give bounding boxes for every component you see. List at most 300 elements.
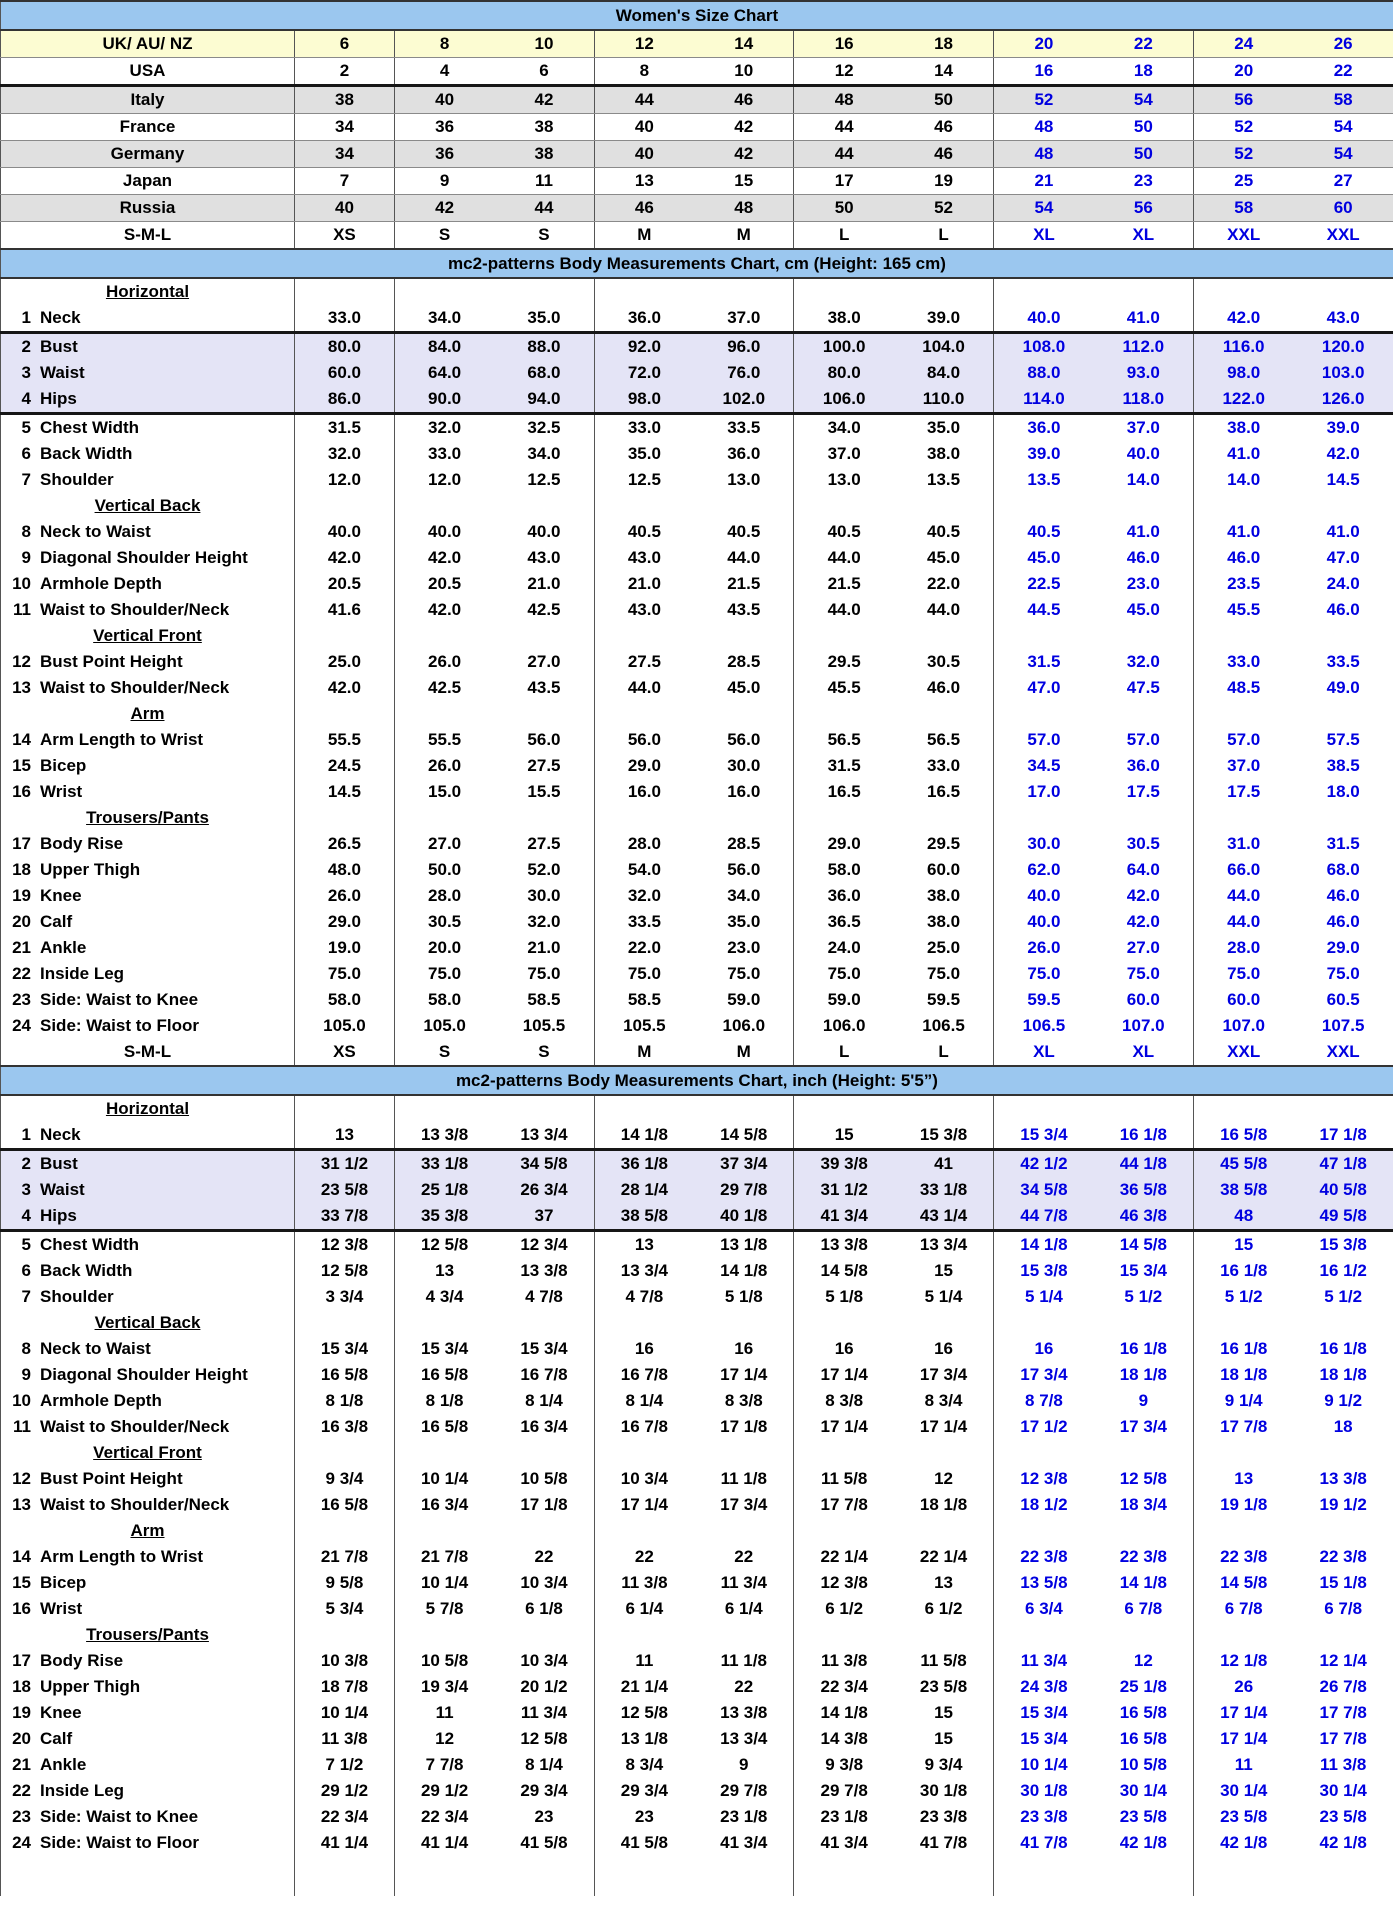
value-cell: 12.0 xyxy=(295,467,395,493)
value-cell: 29.0 xyxy=(627,756,661,775)
value-cell: XS xyxy=(295,222,395,250)
value-cell: 118.0 xyxy=(1094,386,1194,414)
row-label-text: Shoulder xyxy=(40,470,114,489)
value-cell: 17 1/8 xyxy=(1293,1122,1393,1150)
row-label xyxy=(1,857,295,883)
section-label: Arm xyxy=(130,1521,165,1540)
value-cell: XXL xyxy=(1293,222,1393,250)
row-label-text: Russia xyxy=(119,198,176,217)
value-cell: 75.0 xyxy=(894,961,994,987)
value-cell: 23 1/8 xyxy=(820,1807,868,1826)
row-number: 8 xyxy=(21,522,31,541)
value-cell xyxy=(594,1310,694,1336)
value-cell xyxy=(1094,1440,1194,1466)
value-cell xyxy=(994,1518,1094,1544)
row-label xyxy=(1,1336,295,1362)
row-label xyxy=(1,1726,295,1752)
value-cell: 42 xyxy=(694,114,794,141)
value-cell: 45.0 xyxy=(894,545,994,571)
value-cell: 112.0 xyxy=(1094,333,1194,361)
value-cell: 30 1/4 xyxy=(1293,1778,1393,1804)
value-cell: 19 xyxy=(894,168,994,195)
value-cell: 36.0 xyxy=(594,305,694,333)
value-cell: 50 xyxy=(1094,114,1194,141)
value-cell xyxy=(295,1856,395,1896)
value-cell xyxy=(894,623,994,649)
row-label xyxy=(1,141,295,168)
value-cell: 14.0 xyxy=(1227,470,1261,489)
value-cell: 110.0 xyxy=(894,386,994,414)
table-row xyxy=(1,1231,1393,1259)
table-row xyxy=(1,58,1393,86)
row-label xyxy=(1,1570,295,1596)
inch-chart-title-bar-title: mc2-patterns Body Measurements Chart, inch (Height: 5'5”) xyxy=(1,1066,1393,1095)
value-cell xyxy=(394,278,494,305)
value-cell: S xyxy=(438,225,451,244)
value-cell: 27 xyxy=(1293,168,1393,195)
value-cell: 75.0 xyxy=(494,961,594,987)
row-label xyxy=(1,1039,295,1066)
value-cell: 17.5 xyxy=(1227,782,1261,801)
value-cell: 56.0 xyxy=(494,727,594,753)
value-cell: 12 3/8 xyxy=(820,1573,868,1592)
value-cell xyxy=(1194,623,1294,649)
row-label xyxy=(1,222,295,250)
value-cell: 10 xyxy=(494,30,594,58)
row-label-text: Shoulder xyxy=(40,1287,114,1306)
value-cell: 32.5 xyxy=(494,414,594,442)
table-row xyxy=(1,1674,1393,1700)
value-cell: 36 xyxy=(394,114,494,141)
value-cell: 37 xyxy=(494,1203,594,1231)
value-cell: 41 7/8 xyxy=(1020,1833,1068,1852)
value-cell: 16 5/8 xyxy=(1094,1726,1194,1752)
value-cell xyxy=(1194,1856,1294,1896)
value-cell: 88.0 xyxy=(994,360,1094,386)
value-cell: 20.5 xyxy=(295,571,395,597)
value-cell: 11 xyxy=(494,168,594,195)
row-label xyxy=(1,519,295,545)
value-cell: XS xyxy=(295,1039,395,1066)
table-row xyxy=(1,305,1393,333)
value-cell: 44 1/8 xyxy=(1094,1150,1194,1178)
value-cell: 68.0 xyxy=(494,360,594,386)
value-cell: 31.5 xyxy=(1027,652,1061,671)
section-label: Arm xyxy=(130,704,165,723)
value-cell xyxy=(295,1622,395,1648)
value-cell: 22 1/4 xyxy=(820,1547,868,1566)
row-number: 8 xyxy=(21,1339,31,1358)
value-cell: 105.0 xyxy=(295,1013,395,1039)
cm-chart-title-bar-title: mc2-patterns Body Measurements Chart, cm (Height: 165 cm) xyxy=(1,249,1393,278)
row-label xyxy=(1,1231,295,1259)
value-cell xyxy=(295,493,395,519)
value-cell: 36.0 xyxy=(1027,418,1061,437)
table-row xyxy=(1,278,1393,305)
value-cell xyxy=(594,1095,694,1122)
value-cell: 10 5/8 xyxy=(420,1651,469,1670)
value-cell: 6 1/8 xyxy=(494,1596,594,1622)
value-cell: 52 xyxy=(1194,114,1294,141)
value-cell xyxy=(494,1518,594,1544)
row-label xyxy=(1,58,295,86)
value-cell: 36.0 xyxy=(1094,753,1194,779)
value-cell: 30.5 xyxy=(894,649,994,675)
value-cell xyxy=(394,623,494,649)
row-label-text: Arm Length to Wrist xyxy=(40,730,204,749)
value-cell: 5 1/8 xyxy=(825,1287,864,1306)
value-cell: 29 7/8 xyxy=(694,1778,794,1804)
value-cell: 17 3/4 xyxy=(694,1492,794,1518)
value-cell: 8 1/4 xyxy=(494,1752,594,1778)
value-cell xyxy=(994,1856,1094,1896)
value-cell: XL xyxy=(1033,225,1055,244)
table-row xyxy=(1,1388,1393,1414)
value-cell: 14.5 xyxy=(1293,467,1393,493)
value-cell: 9 xyxy=(394,168,494,195)
value-cell xyxy=(1094,1856,1194,1896)
value-cell xyxy=(994,701,1094,727)
value-cell xyxy=(1293,1440,1393,1466)
value-cell xyxy=(1293,805,1393,831)
value-cell: 84.0 xyxy=(894,360,994,386)
table-row xyxy=(1,909,1393,935)
value-cell: 28.0 xyxy=(627,834,661,853)
row-label xyxy=(1,779,295,805)
value-cell: 42 xyxy=(394,195,494,222)
value-cell: 31.5 xyxy=(295,414,395,442)
value-cell: 43.5 xyxy=(694,597,794,623)
value-cell: 15.5 xyxy=(494,779,594,805)
value-cell: 106.0 xyxy=(822,1016,866,1035)
value-cell: 12 xyxy=(594,30,694,58)
value-cell xyxy=(894,278,994,305)
value-cell: 48 xyxy=(1194,1203,1294,1231)
value-cell: L xyxy=(838,225,850,244)
value-cell: 41 1/4 xyxy=(295,1830,395,1856)
value-cell xyxy=(794,1856,894,1896)
value-cell: 33.0 xyxy=(1227,652,1261,671)
value-cell: 17 7/8 xyxy=(1220,1417,1268,1436)
value-cell: 105.5 xyxy=(494,1013,594,1039)
value-cell: 116.0 xyxy=(1194,333,1294,361)
row-number: 5 xyxy=(21,1235,31,1254)
value-cell: 17 7/8 xyxy=(1293,1726,1393,1752)
value-cell xyxy=(694,701,794,727)
value-cell: 21.5 xyxy=(827,574,861,593)
row-label-text: Back Width xyxy=(40,444,133,463)
value-cell: 16.0 xyxy=(694,779,794,805)
value-cell: 16.0 xyxy=(627,782,661,801)
row-label xyxy=(1,333,295,361)
row-number: 12 xyxy=(12,652,31,671)
value-cell: 86.0 xyxy=(295,386,395,414)
value-cell: 35.0 xyxy=(694,909,794,935)
row-number: 6 xyxy=(21,1261,31,1280)
section-label: Trousers/Pants xyxy=(86,1625,209,1644)
value-cell: 33.0 xyxy=(428,444,462,463)
value-cell: 32.0 xyxy=(295,441,395,467)
value-cell: 46.0 xyxy=(1094,545,1194,571)
value-cell: S xyxy=(494,1039,594,1066)
value-cell xyxy=(894,493,994,519)
value-cell: 41.0 xyxy=(1094,305,1194,333)
value-cell: 26.0 xyxy=(428,652,462,671)
row-label xyxy=(1,1674,295,1700)
table-row xyxy=(1,360,1393,386)
value-cell: 33.0 xyxy=(295,305,395,333)
value-cell: 57.0 xyxy=(1027,730,1061,749)
row-label-text: Diagonal Shoulder Height xyxy=(40,548,248,567)
value-cell: 41 3/4 xyxy=(794,1203,894,1231)
value-cell: 36 xyxy=(394,141,494,168)
value-cell: 72.0 xyxy=(594,360,694,386)
value-cell: 12 1/8 xyxy=(1220,1651,1268,1670)
table-row xyxy=(1,831,1393,857)
row-label-text: Waist xyxy=(40,1180,85,1199)
value-cell: 10 1/4 xyxy=(420,1469,469,1488)
row-label-text: Chest Width xyxy=(40,1235,140,1254)
value-cell: 57.0 xyxy=(1094,727,1194,753)
section-label: Trousers/Pants xyxy=(86,808,209,827)
row-label-text: Body Rise xyxy=(40,834,124,853)
value-cell: 30 1/8 xyxy=(894,1778,994,1804)
row-label-text: Bicep xyxy=(40,1573,87,1592)
value-cell: 13.0 xyxy=(694,467,794,493)
row-number: 12 xyxy=(12,1469,31,1488)
value-cell: 20 xyxy=(994,30,1094,58)
value-cell: 27.5 xyxy=(494,831,594,857)
value-cell xyxy=(394,805,494,831)
value-cell: 38 xyxy=(295,86,395,114)
value-cell: 12 3/4 xyxy=(494,1231,594,1259)
table-row xyxy=(1,168,1393,195)
value-cell xyxy=(1094,278,1194,305)
table-row xyxy=(1,649,1393,675)
table-row xyxy=(1,1856,1393,1896)
row-number: 19 xyxy=(12,1703,31,1722)
row-label-text: Japan xyxy=(122,171,173,190)
row-label-text: Side: Waist to Knee xyxy=(40,1807,199,1826)
table-row xyxy=(1,1013,1393,1039)
value-cell: 80.0 xyxy=(295,333,395,361)
value-cell: 23 1/8 xyxy=(694,1804,794,1830)
value-cell xyxy=(295,278,395,305)
value-cell: 13 3/8 xyxy=(394,1122,494,1150)
value-cell: 31 1/2 xyxy=(295,1150,395,1178)
value-cell: 13 3/4 xyxy=(620,1261,668,1280)
value-cell: 41 5/8 xyxy=(494,1830,594,1856)
value-cell: 46.0 xyxy=(1227,548,1261,567)
value-cell: 11 xyxy=(435,1703,454,1722)
row-label xyxy=(1,1830,295,1856)
value-cell: 29 7/8 xyxy=(694,1177,794,1203)
value-cell: 36.0 xyxy=(694,441,794,467)
table-row xyxy=(1,1284,1393,1310)
value-cell xyxy=(1094,1095,1194,1122)
value-cell: 105.5 xyxy=(623,1016,666,1035)
value-cell: 15 xyxy=(794,1122,894,1150)
table-row xyxy=(1,779,1393,805)
value-cell: 21.0 xyxy=(494,935,594,961)
value-cell xyxy=(1194,1310,1294,1336)
value-cell: 20.0 xyxy=(428,938,462,957)
value-cell: 23 3/8 xyxy=(894,1804,994,1830)
value-cell: 32.0 xyxy=(627,886,661,905)
inch-chart-title-bar xyxy=(1,1066,1393,1095)
value-cell: 23 5/8 xyxy=(295,1177,395,1203)
table-row xyxy=(1,597,1393,623)
value-cell: 22 xyxy=(494,1544,594,1570)
table-row xyxy=(1,195,1393,222)
value-cell: 4 7/8 xyxy=(494,1284,594,1310)
value-cell: 21 7/8 xyxy=(420,1547,469,1566)
table-row xyxy=(1,493,1393,519)
row-number: 17 xyxy=(12,834,31,853)
value-cell: 45.0 xyxy=(694,675,794,701)
value-cell: 7 7/8 xyxy=(425,1755,464,1774)
value-cell: 41 3/4 xyxy=(820,1833,868,1852)
value-cell: 6 1/4 xyxy=(625,1599,664,1618)
value-cell: 57.0 xyxy=(1227,730,1261,749)
row-label xyxy=(1,1778,295,1804)
value-cell xyxy=(1293,701,1393,727)
row-number: 1 xyxy=(21,308,31,327)
value-cell: 17 1/4 xyxy=(694,1362,794,1388)
value-cell: 45 5/8 xyxy=(1194,1150,1294,1178)
table-row xyxy=(1,1648,1393,1674)
value-cell: 22 3/8 xyxy=(1094,1544,1194,1570)
value-cell xyxy=(295,701,395,727)
value-cell: 15 3/4 xyxy=(1094,1258,1194,1284)
value-cell: 21.5 xyxy=(694,571,794,597)
value-cell: 34.0 xyxy=(494,441,594,467)
value-cell: 43.0 xyxy=(1293,305,1393,333)
row-label xyxy=(1,1013,295,1039)
row-label xyxy=(1,1804,295,1830)
value-cell: 22.0 xyxy=(627,938,661,957)
value-cell xyxy=(894,701,994,727)
value-cell: 13 xyxy=(894,1570,994,1596)
row-label xyxy=(1,545,295,571)
table-row xyxy=(1,545,1393,571)
value-cell: 8 3/8 xyxy=(694,1388,794,1414)
table-row xyxy=(1,1258,1393,1284)
value-cell: 102.0 xyxy=(694,386,794,414)
value-cell: 43.0 xyxy=(627,548,661,567)
table-row xyxy=(1,1039,1393,1066)
value-cell: 33 1/8 xyxy=(894,1177,994,1203)
value-cell: 25.0 xyxy=(894,935,994,961)
value-cell: 60.0 xyxy=(894,857,994,883)
value-cell: 47.5 xyxy=(1094,675,1194,701)
value-cell: 12 5/8 xyxy=(295,1258,395,1284)
row-label xyxy=(1,30,295,58)
value-cell: 41 3/4 xyxy=(694,1830,794,1856)
table-row xyxy=(1,333,1393,361)
value-cell: 40.5 xyxy=(627,522,661,541)
value-cell xyxy=(1094,623,1194,649)
value-cell: 14 xyxy=(694,30,794,58)
value-cell: 10 3/8 xyxy=(295,1648,395,1674)
value-cell: 16.5 xyxy=(827,782,861,801)
value-cell: 31.5 xyxy=(1293,831,1393,857)
value-cell: 60.0 xyxy=(1227,990,1261,1009)
value-cell: 50 xyxy=(794,195,894,222)
row-label xyxy=(1,909,295,935)
value-cell: 45.0 xyxy=(1027,548,1061,567)
value-cell: 9 3/4 xyxy=(295,1466,395,1492)
value-cell: 16 xyxy=(994,58,1094,86)
value-cell: 32.0 xyxy=(494,909,594,935)
value-cell: 12 5/8 xyxy=(1094,1466,1194,1492)
row-label-text: Upper Thigh xyxy=(40,860,141,879)
value-cell: 8 3/4 xyxy=(625,1755,664,1774)
value-cell: 48 xyxy=(994,114,1094,141)
value-cell xyxy=(295,623,395,649)
row-label-text: Armhole Depth xyxy=(40,574,162,593)
value-cell: 11 1/8 xyxy=(694,1466,794,1492)
value-cell: 32.0 xyxy=(1094,649,1194,675)
value-cell: 17 1/8 xyxy=(494,1492,594,1518)
row-label-text: Back Width xyxy=(40,1261,133,1280)
value-cell: S xyxy=(494,222,594,250)
value-cell: 40.0 xyxy=(1027,886,1061,905)
value-cell: 41.6 xyxy=(295,597,395,623)
value-cell: 18 xyxy=(894,30,994,58)
value-cell: 26.5 xyxy=(295,831,395,857)
value-cell: 42 xyxy=(694,141,794,168)
section-header-cell xyxy=(1,278,295,305)
value-cell xyxy=(694,1518,794,1544)
value-cell: 12 xyxy=(894,1466,994,1492)
row-label-text: Waist to Shoulder/Neck xyxy=(40,600,230,619)
value-cell: 46 xyxy=(894,114,994,141)
value-cell: 98.0 xyxy=(594,386,694,414)
value-cell: 30 1/4 xyxy=(1094,1778,1194,1804)
value-cell: 42 xyxy=(494,86,594,114)
value-cell: 15 3/4 xyxy=(994,1122,1094,1150)
value-cell xyxy=(794,623,894,649)
value-cell: 27.0 xyxy=(494,649,594,675)
value-cell: 66.0 xyxy=(1227,860,1261,879)
value-cell xyxy=(694,1310,794,1336)
value-cell: 12 xyxy=(794,58,894,86)
value-cell: 47 1/8 xyxy=(1293,1150,1393,1178)
value-cell: 19.0 xyxy=(295,935,395,961)
row-label xyxy=(1,1150,295,1178)
value-cell: 49.0 xyxy=(1293,675,1393,701)
value-cell: XL xyxy=(1094,222,1194,250)
value-cell: 35.0 xyxy=(894,414,994,442)
value-cell: 17 1/4 xyxy=(620,1495,668,1514)
value-cell: 75.0 xyxy=(1027,964,1061,983)
value-cell: 22 xyxy=(1094,30,1194,58)
value-cell: 40.5 xyxy=(694,519,794,545)
value-cell: 22 3/4 xyxy=(295,1804,395,1830)
value-cell: 26 xyxy=(1293,30,1393,58)
value-cell: 17 1/4 xyxy=(820,1417,868,1436)
value-cell: 34 5/8 xyxy=(994,1177,1094,1203)
value-cell: 8 1/4 xyxy=(494,1388,594,1414)
value-cell: 9 5/8 xyxy=(295,1570,395,1596)
row-number: 1 xyxy=(21,1125,31,1144)
value-cell: 15 3/4 xyxy=(494,1336,594,1362)
value-cell: 126.0 xyxy=(1293,386,1393,414)
value-cell: 34 xyxy=(295,114,395,141)
value-cell: 16 3/4 xyxy=(494,1414,594,1440)
row-label-text: Waist to Shoulder/Neck xyxy=(40,1417,230,1436)
